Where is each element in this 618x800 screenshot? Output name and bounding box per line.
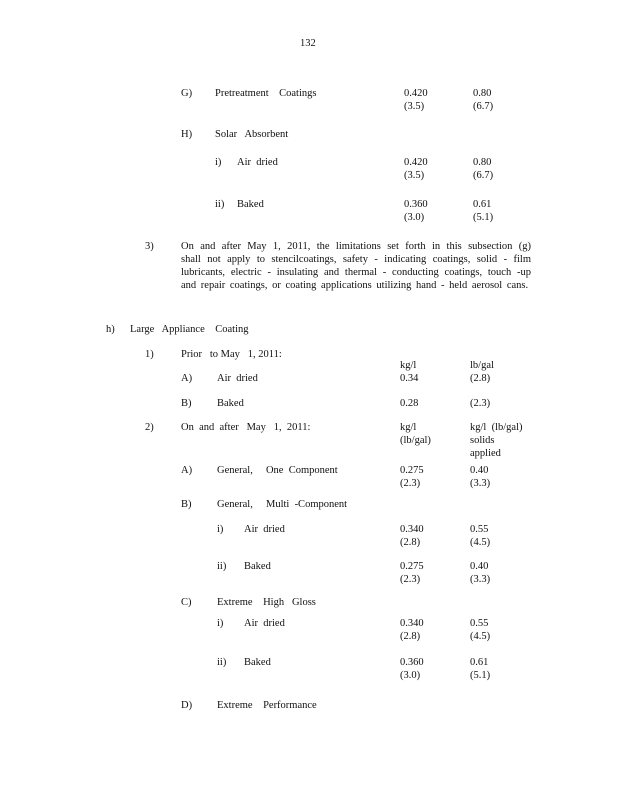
item-text-general-multi: General, Multi -Component: [217, 499, 348, 510]
item-text-extreme-performance: Extreme Performance: [217, 700, 317, 711]
value-kgl: 0.275: [400, 561, 424, 572]
item-text-pretreatment: Pretreatment Coatings: [215, 88, 317, 99]
item-text-prior: Prior to May 1, 2011:: [181, 349, 282, 360]
value-lbgal: (2.8): [400, 631, 421, 642]
sub-label-i: i): [217, 524, 224, 535]
value-lbgal: (3.0): [404, 212, 425, 223]
value-kgl: 0.340: [400, 524, 424, 535]
unit-solids-header-3: applied: [470, 448, 501, 459]
sub-label-i: i): [215, 157, 222, 168]
sub-label-ii: ii): [217, 657, 227, 668]
value-lbgal: (2.8): [470, 373, 491, 384]
unit-kgl-header: kg/l: [400, 422, 417, 433]
unit-solids-header: kg/l (lb/gal): [470, 422, 523, 433]
value-lbgal-solids: (3.3): [470, 574, 491, 585]
value-lbgal-solids: (6.7): [473, 101, 494, 112]
value-kgl-solids: 0.40: [470, 561, 489, 572]
sub-label-ii: ii): [215, 199, 225, 210]
value-lbgal-solids: (4.5): [470, 631, 491, 642]
item-text-air-dried: Air dried: [217, 373, 258, 384]
value-kgl-solids: 0.61: [473, 199, 492, 210]
value-lbgal-solids: (6.7): [473, 170, 494, 181]
sub-text-baked: Baked: [244, 561, 271, 572]
value-kgl: 0.420: [404, 88, 428, 99]
section-title: Large Appliance Coating: [130, 324, 249, 335]
item-label-a: A): [181, 373, 193, 384]
value-kgl: 0.360: [400, 657, 424, 668]
value-lbgal-solids: (5.1): [470, 670, 491, 681]
value-kgl-solids: 0.80: [473, 88, 492, 99]
value-kgl: 0.420: [404, 157, 428, 168]
value-lbgal: (3.5): [404, 101, 425, 112]
sub-label-ii: ii): [217, 561, 227, 572]
item-label-c: C): [181, 597, 192, 608]
value-kgl: 0.360: [404, 199, 428, 210]
item-label-a: A): [181, 465, 193, 476]
value-kgl-solids: 0.55: [470, 524, 489, 535]
item-label-d: D): [181, 700, 193, 711]
unit-lbgal-header: (lb/gal): [400, 435, 431, 446]
value-lbgal-solids: (4.5): [470, 537, 491, 548]
value-lbgal: (2.3): [400, 574, 421, 585]
value-kgl: 0.275: [400, 465, 424, 476]
item-label-h: H): [181, 129, 193, 140]
unit-kgl-header: kg/l: [400, 360, 417, 371]
value-kgl-solids: 0.80: [473, 157, 492, 168]
sub-text-baked: Baked: [244, 657, 271, 668]
item-label-1: 1): [145, 349, 154, 360]
value-lbgal: (2.3): [470, 398, 491, 409]
item-label-g: G): [181, 88, 193, 99]
value-lbgal: (2.8): [400, 537, 421, 548]
section-label-h: h): [106, 324, 115, 335]
sub-label-i: i): [217, 618, 224, 629]
value-kgl-solids: 0.55: [470, 618, 489, 629]
value-lbgal: (3.0): [400, 670, 421, 681]
value-kgl: 0.34: [400, 373, 419, 384]
value-lbgal: (3.5): [404, 170, 425, 181]
value-lbgal-solids: (3.3): [470, 478, 491, 489]
sub-text-air-dried: Air dried: [244, 618, 285, 629]
item-text-extreme-gloss: Extreme High Gloss: [217, 597, 316, 608]
value-lbgal: (2.3): [400, 478, 421, 489]
item-label-b: B): [181, 499, 192, 510]
value-lbgal-solids: (5.1): [473, 212, 494, 223]
item-text-general-one: General, One Component: [217, 465, 338, 476]
item-text-after: On and after May 1, 2011:: [181, 422, 311, 433]
item-text-solar: Solar Absorbent: [215, 129, 289, 140]
unit-solids-header-2: solids: [470, 435, 495, 446]
item-paragraph-3: On and after May 1, 2011, the limitations set forth in this subsection (g) shall not apply to stencilcoatings, safety - indicating coatings, solid - film lubricants, electric - insulating and thermal - conducting coatings, touch -up and repair coatings, or coating applications utilizing hand - held aerosol cans.: [181, 241, 531, 291]
sub-text-baked: Baked: [237, 199, 264, 210]
value-kgl-solids: 0.40: [470, 465, 489, 476]
value-kgl-solids: 0.61: [470, 657, 489, 668]
item-label-2: 2): [145, 422, 154, 433]
unit-lbgal-header: lb/gal: [470, 360, 494, 371]
page-number: 132: [300, 38, 316, 49]
sub-text-air-dried: Air dried: [244, 524, 285, 535]
sub-text-air-dried: Air dried: [237, 157, 278, 168]
item-label-b: B): [181, 398, 192, 409]
item-text-baked: Baked: [217, 398, 244, 409]
item-label-3: 3): [145, 241, 154, 252]
value-kgl: 0.340: [400, 618, 424, 629]
value-kgl: 0.28: [400, 398, 419, 409]
